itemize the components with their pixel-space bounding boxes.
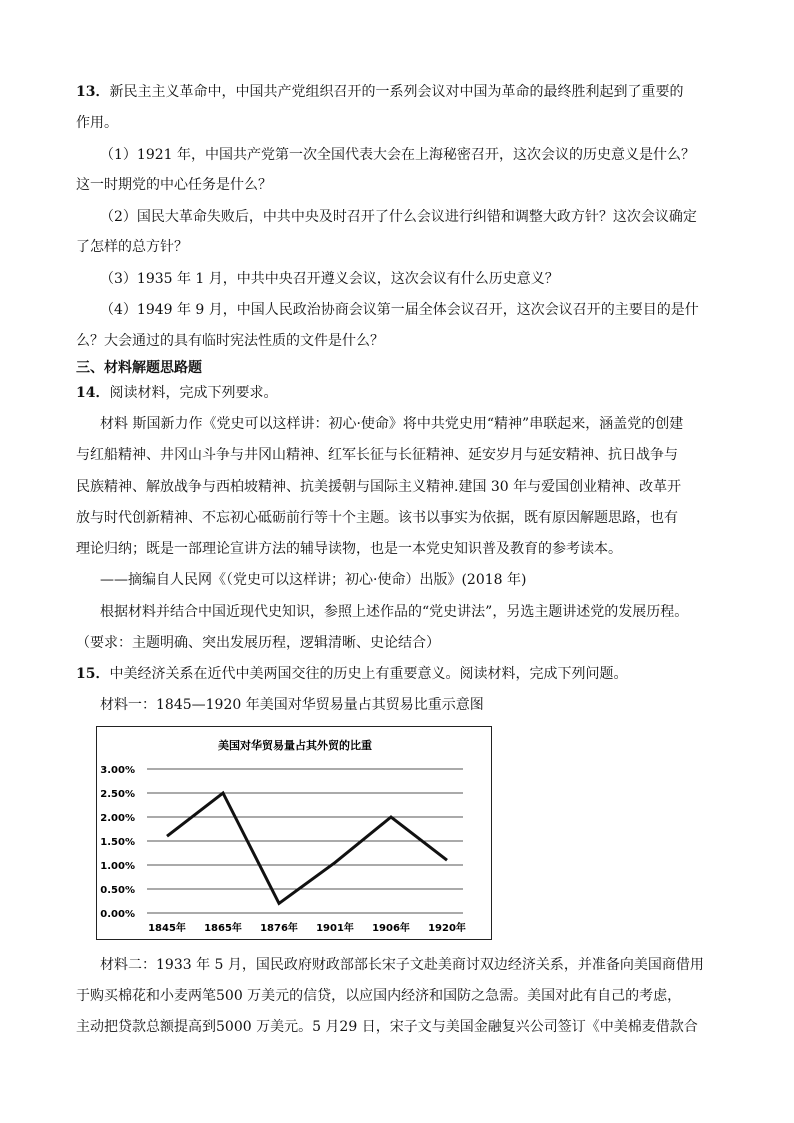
q14-stem-line: [76, 383, 277, 403]
q15-material2-line3: 主动把贷款总额提高到5000 万美元。5 月29 日，宋子文与美国金融复兴公司签订《中美棉麦借款合: [76, 1019, 698, 1035]
x-tick-label: 1906年: [372, 923, 410, 934]
q14-number: 14．: [76, 385, 110, 401]
x-tick-label: 1845年: [148, 923, 186, 934]
q13-part1-line2: 这一时期党的中心任务是什么？: [76, 177, 272, 193]
y-tick-label: 2.00%: [100, 813, 135, 824]
q14-source: ——摘编自人民网《（党史可以这样讲；初心·使命）出版》(2018 年): [100, 572, 527, 588]
q14-material-line2: 与红船精神、井冈山斗争与井冈山精神、红军长征与长征精神、延安岁月与延安精神、抗日战争与: [76, 447, 678, 463]
q15-stem-line: [76, 664, 627, 684]
chart-title: 美国对华贸易量占其外贸的比重: [218, 739, 372, 752]
q13-stem-line2: 作用。: [76, 115, 118, 131]
q14-stem-text: 阅读材料，完成下列要求。: [109, 385, 278, 401]
q13-part4-line1: （4）1949 年 9 月，中国人民政治协商会议第一届全体会议召开，这次会议召开的主要目的是什: [100, 302, 699, 318]
q15-stem-text: 中美经济关系在近代中美两国交往的历史上有重要意义。阅读材料，完成下列问题。: [109, 666, 628, 682]
trade-ratio-chart: [96, 726, 492, 940]
q14-material-line1: 材料 斯国新力作《党史可以这样讲：初心·使命》将中共党史用“精神”串联起来，涵盖党的创建: [100, 416, 684, 432]
q14-material-line4: 放与时代创新精神、不忘初心砥砺前行等十个主题。该书以事实为依据，既有原因解题思路，也有: [76, 510, 678, 526]
q13-stem-text: 新民主主义革命中，中国共产党组织召开的一系列会议对中国为革命的最终胜利起到了重要的: [109, 84, 684, 100]
q13-stem-line1: [76, 82, 683, 102]
q14-requirement-line1: 根据材料并结合中国近现代史知识，参照上述作品的“党史讲法”，另选主题讲述党的发展历程。: [100, 604, 689, 620]
chart-x-ticks: [148, 921, 466, 934]
x-tick-label: 1901年: [316, 923, 354, 934]
q13-part2-line2: 了怎样的总方针？: [76, 239, 188, 255]
y-tick-label: 0.50%: [100, 885, 135, 896]
q13-number: 13．: [76, 84, 110, 100]
chart-svg: [97, 727, 493, 941]
q15-material2-line2: 于购买棉花和小麦两笔500 万美元的信贷，以应国内经济和国防之急需。美国对此有自己的考虑，: [76, 988, 682, 1004]
y-tick-label: 3.00%: [100, 765, 135, 776]
q13-part3: （3）1935 年 1 月，中共中央召开遵义会议，这次会议有什么历史意义？: [100, 271, 559, 287]
y-tick-label: 2.50%: [100, 789, 135, 800]
chart-y-ticks: [100, 765, 135, 920]
x-tick-label: 1920年: [428, 923, 466, 934]
q13-part1-line1: （1）1921 年，中国共产党第一次全国代表大会在上海秘密召开，这次会议的历史意义是什么？: [100, 147, 695, 163]
q13-part4-line2: 么？大会通过的具有临时宪法性质的文件是什么？: [76, 333, 384, 349]
x-tick-label: 1876年: [260, 923, 298, 934]
q14-requirement-line2: （要求：主题明确、突出发展历程，逻辑清晰、史论结合）: [76, 635, 440, 651]
series-line: [167, 793, 447, 903]
q14-material-line3: 民族精神、解放战争与西柏坡精神、抗美援朝与国际主义精神.建国 30 年与爱国创业精神、改革开: [76, 479, 682, 495]
y-tick-label: 0.00%: [100, 909, 135, 920]
y-tick-label: 1.00%: [100, 861, 135, 872]
q13-part2-line1: （2）国民大革命失败后，中共中央及时召开了什么会议进行纠错和调整大政方针？这次会议确定: [100, 209, 697, 225]
y-tick-label: 1.50%: [100, 837, 135, 848]
q15-material2-line1: 材料二：1933 年 5 月，国民政府财政部部长宋子文赴美商讨双边经济关系，并准备向美国商借用: [100, 957, 704, 973]
x-tick-label: 1865年: [204, 923, 242, 934]
q15-material1-label: 材料一：1845—1920 年美国对华贸易量占其贸易比重示意图: [100, 697, 484, 713]
chart-gridlines: [147, 769, 463, 913]
q15-number: 15．: [76, 666, 110, 682]
q14-material-line5: 理论归纳；既是一部理论宣讲方法的辅导读物，也是一本党史知识普及教育的参考读本。: [76, 541, 622, 557]
section-heading: 三、材料解题思路题: [76, 360, 202, 376]
